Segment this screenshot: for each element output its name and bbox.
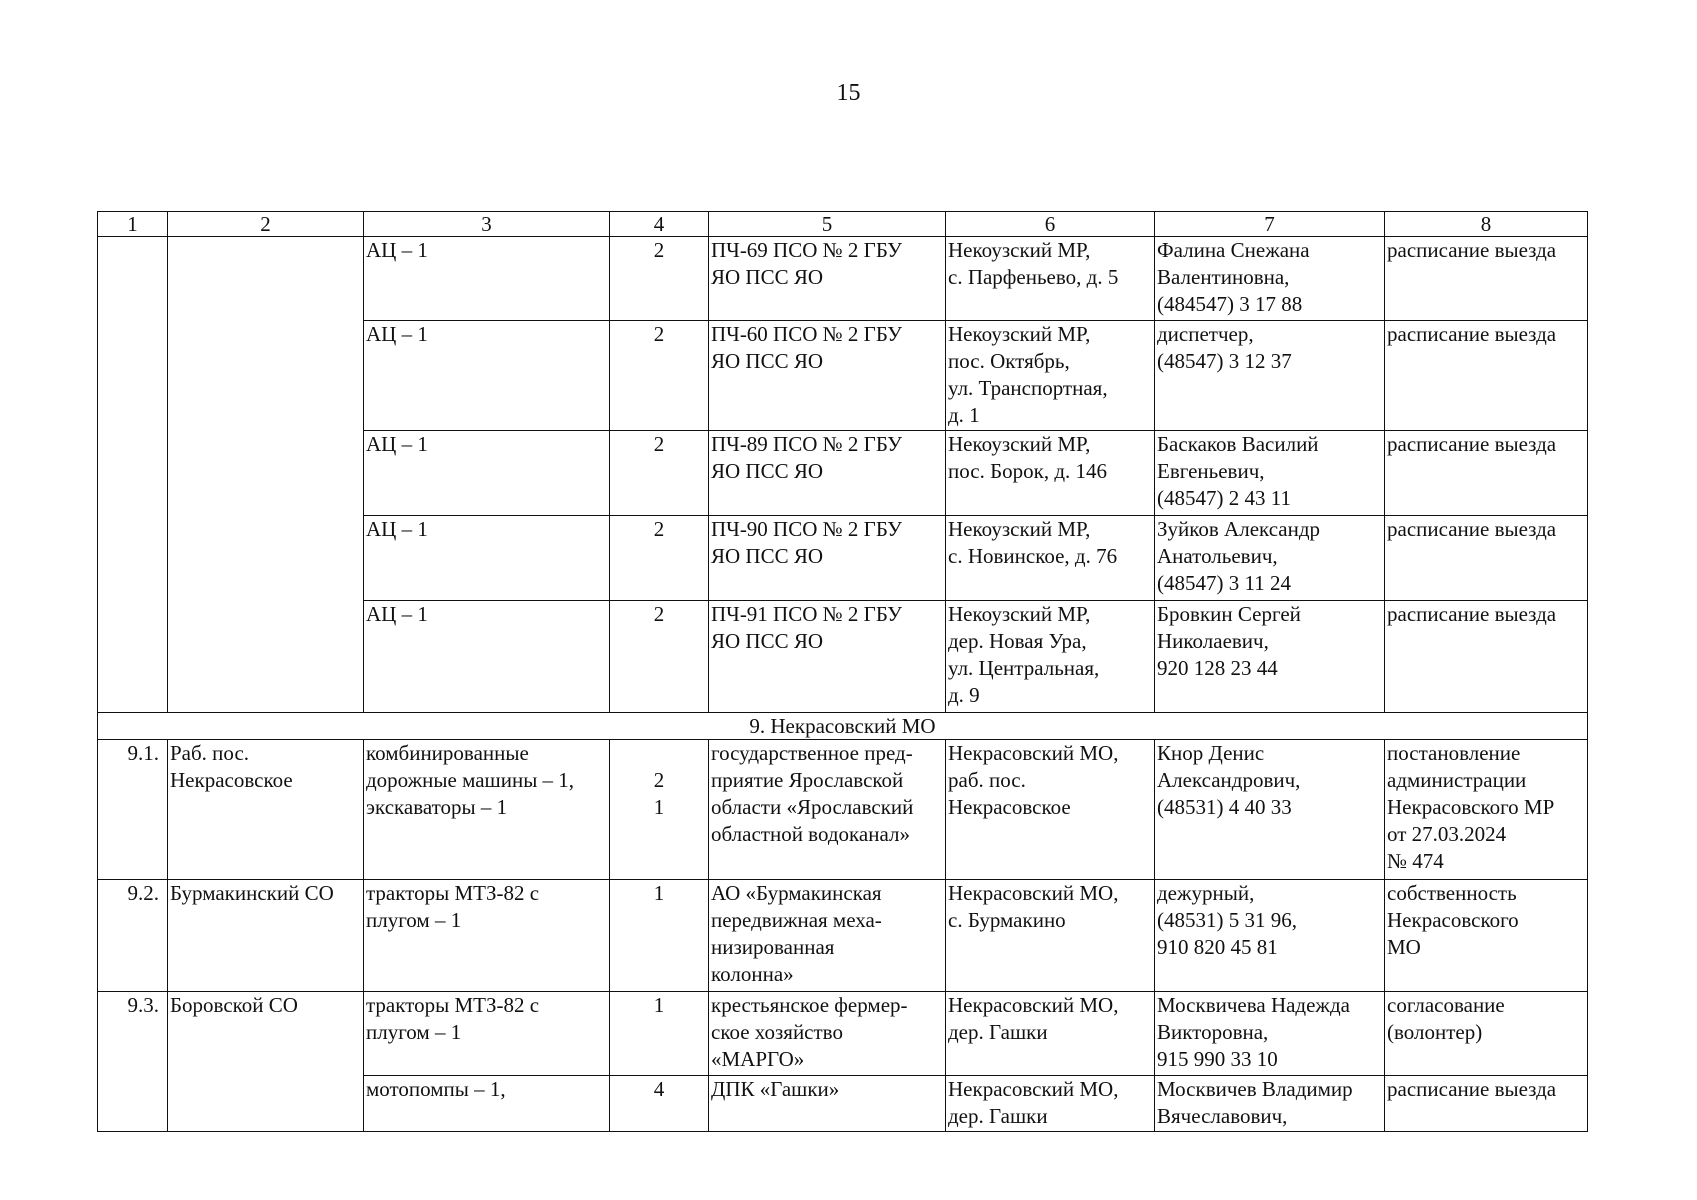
cell-address: Некрасовский МО, раб. пос. Некрасовское xyxy=(946,740,1155,880)
cell-address: Некоузский МР, с. Новинское, д. 76 xyxy=(946,516,1155,601)
cell-contact: Москвичев Владимир Вячеславович, xyxy=(1155,1076,1385,1132)
cell-basis: расписание выезда xyxy=(1385,321,1588,431)
cell-settlement: Боровской СО xyxy=(168,992,364,1132)
cell-organization: ПЧ-89 ПСО № 2 ГБУ ЯО ПСС ЯО xyxy=(709,431,946,516)
cell-quantity: 1 xyxy=(610,992,709,1076)
cell-address: Некрасовский МО, дер. Гашки xyxy=(946,992,1155,1076)
cell-basis: расписание выезда xyxy=(1385,601,1588,713)
cell-equipment: АЦ – 1 xyxy=(364,321,610,431)
cell-contact: дежурный, (48531) 5 31 96, 910 820 45 81 xyxy=(1155,880,1385,992)
cell-organization: ДПК «Гашки» xyxy=(709,1076,946,1132)
cell-organization: ПЧ-90 ПСО № 2 ГБУ ЯО ПСС ЯО xyxy=(709,516,946,601)
section-header-row xyxy=(98,713,1588,740)
cell-address: Некоузский МР, дер. Новая Ура, ул. Центральная, д. 9 xyxy=(946,601,1155,713)
cell-num: 9.1. xyxy=(98,740,168,880)
cell-contact: Фалина Снежана Валентиновна, (484547) 3 17 88 xyxy=(1155,237,1385,321)
cell-basis: постановление администрации Некрасовского МР от 27.03.2024 № 474 xyxy=(1385,740,1588,880)
cell-address: Некрасовский МО, дер. Гашки xyxy=(946,1076,1155,1132)
cell-equipment: АЦ – 1 xyxy=(364,431,610,516)
cell-address: Некоузский МР, пос. Октябрь, ул. Транспортная, д. 1 xyxy=(946,321,1155,431)
cell-contact: Зуйков Александр Анатольевич, (48547) 3 11 24 xyxy=(1155,516,1385,601)
cell-organization: ПЧ-60 ПСО № 2 ГБУ ЯО ПСС ЯО xyxy=(709,321,946,431)
cell-basis: собственность Некрасовского МО xyxy=(1385,880,1588,992)
cell-quantity: 4 xyxy=(610,1076,709,1132)
cell-address: Некоузский МР, пос. Борок, д. 146 xyxy=(946,431,1155,516)
cell-quantity: 2 xyxy=(610,431,709,516)
cell-quantity: 2 xyxy=(610,237,709,321)
cell-address: Некоузский МР, с. Парфеньево, д. 5 xyxy=(946,237,1155,321)
table-row xyxy=(98,992,1588,1076)
cell-equipment: тракторы МТЗ-82 с плугом – 1 xyxy=(364,992,610,1076)
cell-organization: ПЧ-69 ПСО № 2 ГБУ ЯО ПСС ЯО xyxy=(709,237,946,321)
cell-settlement: Бурмакинский СО xyxy=(168,880,364,992)
header-cell: 5 xyxy=(709,212,946,237)
cell-address: Некрасовский МО, с. Бурмакино xyxy=(946,880,1155,992)
section-title: 9. Некрасовский МО xyxy=(98,713,1588,740)
page-number: 15 xyxy=(836,80,861,106)
cell-equipment: АЦ – 1 xyxy=(364,237,610,321)
cell-organization: государственное пред- приятие Ярославской области «Ярославский областной водоканал» xyxy=(709,740,946,880)
cell-basis: расписание выезда xyxy=(1385,516,1588,601)
cell-quantity: 2 xyxy=(610,516,709,601)
cell-contact: Бровкин Сергей Николаевич, 920 128 23 44 xyxy=(1155,601,1385,713)
table-row xyxy=(98,880,1588,992)
cell-contact: диспетчер, (48547) 3 12 37 xyxy=(1155,321,1385,431)
cell-contact: Москвичева Надежда Викторовна, 915 990 33 10 xyxy=(1155,992,1385,1076)
cell-num-empty xyxy=(98,237,168,713)
cell-equipment: мотопомпы – 1, xyxy=(364,1076,610,1132)
header-cell: 2 xyxy=(168,212,364,237)
cell-equipment: тракторы МТЗ-82 с плугом – 1 xyxy=(364,880,610,992)
cell-equipment: АЦ – 1 xyxy=(364,601,610,713)
cell-settlement-empty xyxy=(168,237,364,713)
cell-num: 9.2. xyxy=(98,880,168,992)
cell-quantity: 2 1 xyxy=(610,740,709,880)
cell-quantity: 1 xyxy=(610,880,709,992)
header-cell: 3 xyxy=(364,212,610,237)
cell-contact: Кнор Денис Александрович, (48531) 4 40 33 xyxy=(1155,740,1385,880)
cell-basis: согласование (волонтер) xyxy=(1385,992,1588,1076)
resource-table xyxy=(97,211,1588,1132)
column-number-header xyxy=(98,212,1588,237)
table-row xyxy=(98,237,1588,321)
cell-quantity: 2 xyxy=(610,601,709,713)
header-cell: 6 xyxy=(946,212,1155,237)
cell-basis: расписание выезда xyxy=(1385,237,1588,321)
cell-basis: расписание выезда xyxy=(1385,431,1588,516)
cell-basis: расписание выезда xyxy=(1385,1076,1588,1132)
cell-organization: АО «Бурмакинская передвижная меха- низированная колонна» xyxy=(709,880,946,992)
cell-equipment: АЦ – 1 xyxy=(364,516,610,601)
table-row xyxy=(98,740,1588,880)
cell-contact: Баскаков Василий Евгеньевич, (48547) 2 43 11 xyxy=(1155,431,1385,516)
header-cell: 4 xyxy=(610,212,709,237)
cell-quantity: 2 xyxy=(610,321,709,431)
header-cell: 8 xyxy=(1385,212,1588,237)
cell-organization: крестьянское фермер- ское хозяйство «МАРГО» xyxy=(709,992,946,1076)
cell-equipment: комбинированные дорожные машины – 1, экскаваторы – 1 xyxy=(364,740,610,880)
cell-num: 9.3. xyxy=(98,992,168,1132)
header-cell: 7 xyxy=(1155,212,1385,237)
cell-organization: ПЧ-91 ПСО № 2 ГБУ ЯО ПСС ЯО xyxy=(709,601,946,713)
cell-settlement: Раб. пос. Некрасовское xyxy=(168,740,364,880)
header-cell: 1 xyxy=(98,212,168,237)
